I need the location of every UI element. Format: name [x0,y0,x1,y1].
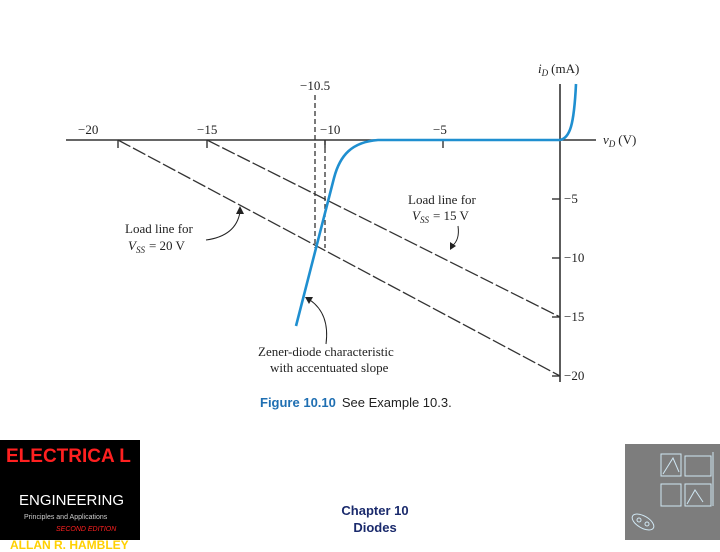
marker-label: −10.5 [300,78,331,93]
marker-lines [315,95,325,248]
book-subtitle: ENGINEERING [19,492,125,509]
x-axis-label: $v_D$ (V) [603,132,637,149]
chapter-info [320,502,430,536]
figure-number: Figure 10.10 [260,395,336,410]
cover-thumbnail-art [625,444,720,540]
book-tagline: Principles and Applications [24,514,108,521]
load-line-20v [118,140,560,376]
arrowhead [305,297,313,304]
figure-caption [260,395,452,410]
book-author: ALLAN R. HAMBLEY [10,538,129,552]
svg-text:Load line for: Load line for [408,192,476,207]
svg-text:with accentuated slope: with accentuated slope [270,360,389,375]
x-tick-label: −10 [320,122,341,137]
load-line-15-label [408,192,477,225]
x-tick-label: −5 [433,122,447,137]
chapter-number: Chapter 10 [341,503,409,518]
arrow-load-line-20 [206,212,240,240]
book-title: ELECTRICA L [6,446,131,467]
y-tick-label: −10 [564,250,585,265]
x-tick-label: −15 [197,122,218,137]
svg-text:Load line for: Load line for [125,221,193,236]
y-tick-marks [552,199,560,376]
x-tick-label: −20 [78,122,99,137]
book-logo-panel [0,440,140,552]
chapter-title: Diodes [353,520,397,535]
y-axis-label: $i_D$ (mA) [538,61,580,78]
cover-thumbnail [625,444,720,540]
y-tick-label: −20 [564,368,585,383]
y-tick-label: −5 [564,191,578,206]
caption-text: See Example 10.3. [341,395,452,410]
load-line-20-label [125,221,194,255]
svg-text:VSS= 15 V: $V_{SS} = 15$ V [412,208,469,225]
arrow-load-line-15 [452,226,458,246]
y-tick-label: −15 [564,309,585,324]
zener-label [258,344,394,375]
load-line-15v [207,140,560,317]
svg-text:VSS= 20 V: $V_{SS} = 20$ V [128,238,185,255]
book-edition: SECOND EDITION [56,526,117,533]
arrow-zener [310,300,327,344]
svg-text:Zener-diode characteristic: Zener-diode characteristic [258,344,394,359]
